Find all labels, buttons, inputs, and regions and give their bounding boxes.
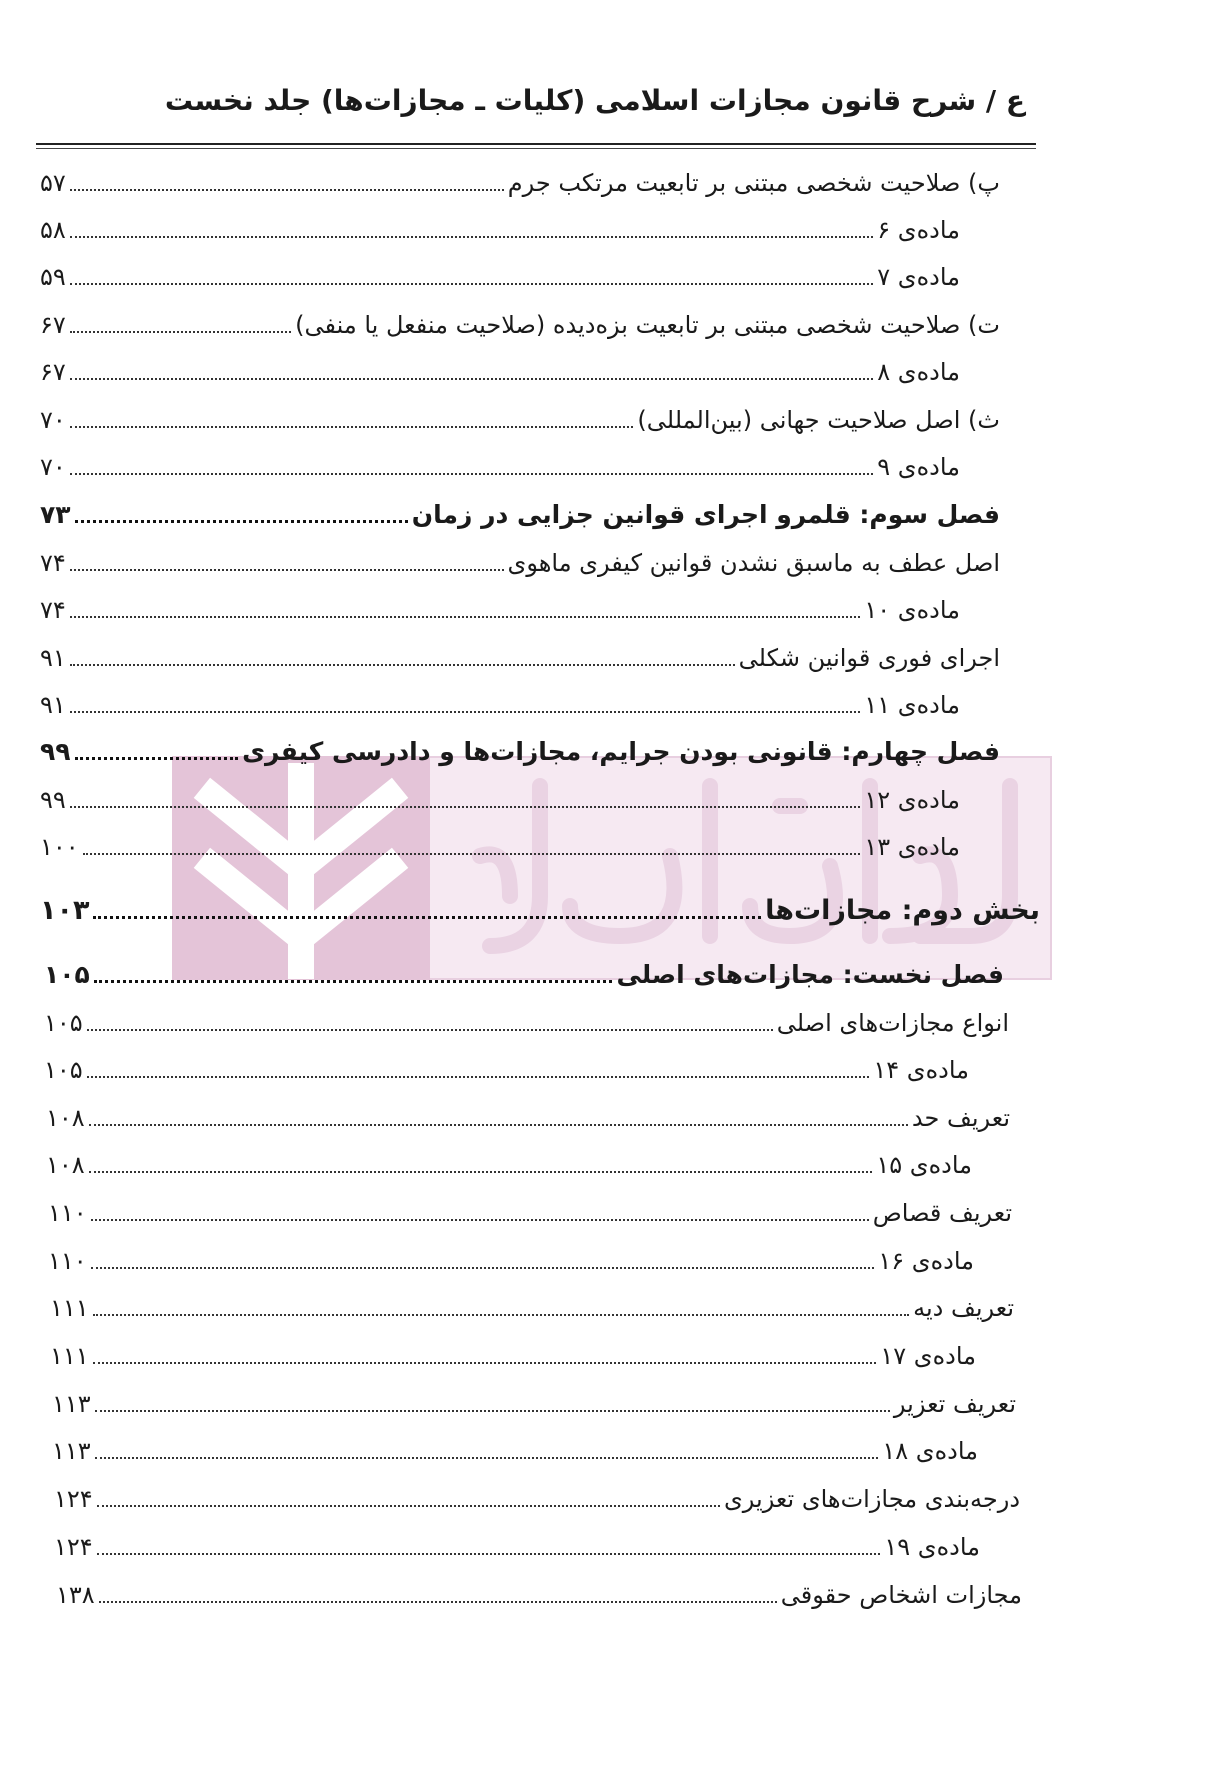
- toc-leader: [70, 378, 873, 380]
- toc-page-number: ۹۱: [40, 691, 66, 719]
- toc-part-entry[interactable]: [40, 886, 1040, 926]
- toc-chapter-entry[interactable]: [44, 950, 1004, 990]
- toc-entry[interactable]: [40, 205, 960, 245]
- toc-entry-label: ماده‌ی ۱۴: [873, 1056, 969, 1084]
- toc-entry[interactable]: [40, 158, 1000, 198]
- toc-entry[interactable]: [40, 252, 960, 292]
- toc-entry[interactable]: [54, 1522, 980, 1562]
- toc-leader: [70, 806, 861, 808]
- toc-leader: [99, 1601, 777, 1603]
- toc-entry[interactable]: [48, 1188, 1012, 1228]
- toc-entry-label: ماده‌ی ۱۹: [884, 1533, 980, 1561]
- toc-leader: [75, 520, 408, 523]
- toc-entry-label: مجازات اشخاص حقوقی: [780, 1581, 1022, 1609]
- toc-leader: [70, 569, 504, 571]
- toc-page-number: ۱۰۸: [46, 1104, 85, 1132]
- toc-leader: [70, 283, 873, 285]
- toc-page-number: ۱۱۱: [50, 1342, 89, 1370]
- toc-chapter-entry[interactable]: [40, 490, 1000, 530]
- toc-entry-label: تعریف حد: [911, 1104, 1010, 1132]
- toc-page-number: ۱۲۴: [54, 1533, 93, 1561]
- toc-entry-label: اجرای فوری قوانین شکلی: [738, 644, 1000, 672]
- toc-page-number: ۱۰۳: [40, 895, 90, 926]
- toc-entry-label: بخش دوم: مجازات‌ها: [765, 895, 1040, 926]
- toc-leader: [89, 1124, 908, 1126]
- toc-entry-label: ماده‌ی ۱۸: [882, 1437, 978, 1465]
- toc-leader: [89, 1171, 873, 1173]
- toc-leader: [94, 980, 613, 983]
- toc-entry[interactable]: [50, 1331, 976, 1371]
- toc-entry-label: ماده‌ی ۱۷: [880, 1342, 976, 1370]
- toc-leader: [93, 1314, 909, 1316]
- toc-leader: [91, 1267, 875, 1269]
- toc-page-number: ۷۴: [40, 596, 66, 624]
- toc-entry-label: تعریف قصاص: [872, 1199, 1012, 1227]
- toc-leader: [87, 1076, 870, 1078]
- running-header: ع / شرح قانون مجازات اسلامی (کلیات ـ مجازات‌ها) جلد نخست: [164, 84, 1025, 117]
- toc-entry-label: ت) صلاحیت شخصی مبتنی بر تابعیت بزه‌دیده (صلاحیت منفعل یا منفی): [295, 311, 1000, 339]
- toc-entry-label: ماده‌ی ۱۱: [864, 691, 960, 719]
- toc-page-number: ۱۱۰: [48, 1199, 87, 1227]
- toc-page-number: ۹۱: [40, 644, 66, 672]
- toc-entry[interactable]: [40, 680, 960, 720]
- toc-entry-label: ماده‌ی ۱۶: [878, 1247, 974, 1275]
- toc-entry-label: ماده‌ی ۶: [877, 216, 960, 244]
- toc-entry[interactable]: [48, 1236, 974, 1276]
- toc-leader: [97, 1553, 881, 1555]
- toc-entry[interactable]: [40, 347, 960, 387]
- toc-page-number: ۷۳: [40, 500, 71, 529]
- toc-entry-label: ماده‌ی ۸: [877, 358, 960, 386]
- toc-entry[interactable]: [56, 1570, 1022, 1610]
- toc-leader: [70, 189, 504, 191]
- toc-entry-label: تعریف تعزیر: [893, 1390, 1016, 1418]
- toc-leader: [83, 853, 861, 855]
- toc-page-number: ۱۰۵: [44, 960, 90, 989]
- toc-entry-label: انواع مجازات‌های اصلی: [776, 1009, 1009, 1037]
- toc-page-number: ۵۹: [40, 263, 66, 291]
- toc-page-number: ۹۹: [40, 737, 71, 766]
- toc-leader: [70, 426, 634, 428]
- toc-entry[interactable]: [40, 822, 960, 862]
- toc-entry-label: ماده‌ی ۷: [877, 263, 960, 291]
- toc-entry-label: درجه‌بندی مجازات‌های تعزیری: [723, 1485, 1020, 1513]
- toc-leader: [70, 664, 735, 666]
- toc-entry[interactable]: [40, 538, 1000, 578]
- toc-entry-label: پ) صلاحیت شخصی مبتنی بر تابعیت مرتکب جرم: [507, 169, 1000, 197]
- toc-leader: [70, 711, 861, 713]
- toc-entry[interactable]: [44, 998, 1009, 1038]
- toc-leader: [95, 1410, 890, 1412]
- toc-page-number: ۵۸: [40, 216, 66, 244]
- toc-page-number: ۱۱۱: [50, 1294, 89, 1322]
- toc-chapter-entry[interactable]: [40, 727, 1000, 767]
- toc-leader: [70, 331, 291, 333]
- toc-entry[interactable]: [50, 1283, 1014, 1323]
- toc-entry[interactable]: [40, 442, 960, 482]
- toc-entry[interactable]: [40, 300, 1000, 340]
- toc-entry-label: ث) اصل صلاحیت جهانی (بین‌المللی): [637, 406, 1000, 434]
- toc-leader: [70, 236, 873, 238]
- toc-leader: [87, 1029, 773, 1031]
- toc-page-number: ۱۱۳: [52, 1390, 91, 1418]
- toc-entry-label: فصل چهارم: قانونی بودن جرایم، مجازات‌ها و دادرسی کیفری: [242, 737, 1000, 766]
- toc-entry[interactable]: [40, 775, 960, 815]
- toc-page-number: ۱۰۵: [44, 1056, 83, 1084]
- toc-entry[interactable]: [40, 585, 960, 625]
- toc-page-number: ۶۷: [40, 311, 66, 339]
- toc-page-number: ۱۰۵: [44, 1009, 83, 1037]
- toc-leader: [91, 1219, 869, 1221]
- toc-entry[interactable]: [52, 1379, 1016, 1419]
- toc-leader: [95, 1457, 879, 1459]
- toc-page-number: ۶۷: [40, 358, 66, 386]
- toc-leader: [93, 1362, 877, 1364]
- toc-entry[interactable]: [40, 395, 1000, 435]
- toc-entry-label: ماده‌ی ۱۲: [864, 786, 960, 814]
- toc-page-number: ۹۹: [40, 786, 66, 814]
- toc-entry[interactable]: [46, 1140, 972, 1180]
- toc-entry-label: فصل نخست: مجازات‌های اصلی: [616, 960, 1004, 989]
- toc-entry-label: ماده‌ی ۹: [877, 453, 960, 481]
- toc-entry-label: ماده‌ی ۱۳: [864, 833, 960, 861]
- toc-leader: [93, 916, 761, 919]
- toc-page-number: ۷۰: [40, 406, 66, 434]
- toc-entry-label: ماده‌ی ۱۵: [876, 1151, 972, 1179]
- toc-entry[interactable]: [40, 633, 1000, 673]
- toc-entry[interactable]: [46, 1093, 1010, 1133]
- toc-page-number: ۱۱۰: [48, 1247, 87, 1275]
- toc-leader: [70, 616, 861, 618]
- toc-page-number: ۵۷: [40, 169, 66, 197]
- toc-leader: [75, 757, 239, 760]
- toc-page-number: ۷۰: [40, 453, 66, 481]
- toc-page-number: ۱۰۰: [40, 833, 79, 861]
- toc-page-number: ۱۳۸: [56, 1581, 95, 1609]
- toc-page-number: ۱۱۳: [52, 1437, 91, 1465]
- toc-entry-label: تعریف دیه: [913, 1294, 1014, 1322]
- toc-entry[interactable]: [54, 1474, 1020, 1514]
- toc-entry[interactable]: [44, 1045, 969, 1085]
- toc-leader: [97, 1505, 720, 1507]
- toc-page-number: ۱۰۸: [46, 1151, 85, 1179]
- toc-page-number: ۱۲۴: [54, 1485, 93, 1513]
- toc-leader: [70, 473, 873, 475]
- toc-entry-label: اصل عطف به ماسبق نشدن قوانین کیفری ماهوی: [507, 549, 1000, 577]
- toc-entry-label: ماده‌ی ۱۰: [864, 596, 960, 624]
- toc-page-number: ۷۴: [40, 549, 66, 577]
- toc-entry-label: فصل سوم: قلمرو اجرای قوانین جزایی در زمان: [411, 500, 1000, 529]
- toc-entry[interactable]: [52, 1426, 978, 1466]
